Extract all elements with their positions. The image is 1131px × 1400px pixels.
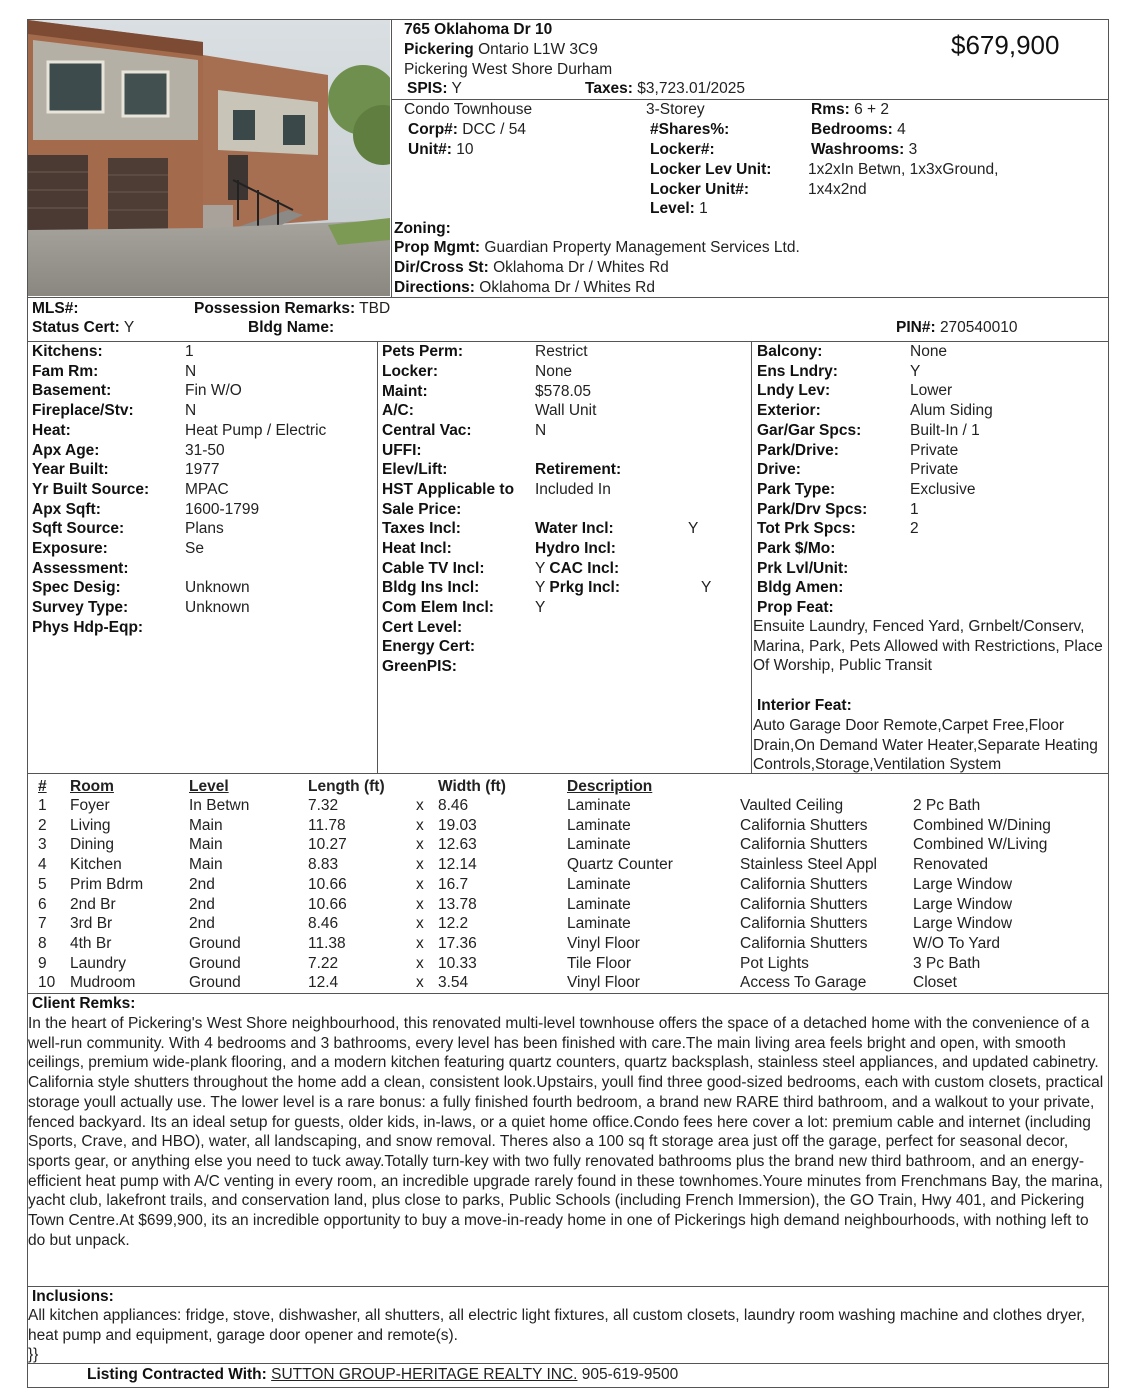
room-cell-x: x <box>416 895 424 913</box>
elev-label: Elev/Lift: <box>382 461 448 478</box>
city-rest: Ontario L1W 3C9 <box>478 41 598 58</box>
detail-label: Ens Lndry: <box>757 362 838 380</box>
spis-value: Y <box>451 80 462 97</box>
community: Pickering West Shore Durham <box>404 61 613 78</box>
room-cell-level: Main <box>189 816 223 834</box>
room-cell-d2: California Shutters <box>740 895 868 913</box>
unit <box>408 140 473 160</box>
room-cell-x: x <box>416 797 424 814</box>
room-cell-d1: Vinyl Floor <box>567 934 640 952</box>
divider <box>751 341 752 773</box>
divider <box>27 993 1109 994</box>
corp-value: DCC / 54 <box>462 121 527 138</box>
detail-label: Survey Type: <box>32 599 129 617</box>
pin <box>896 318 1018 338</box>
room-cell-d3: Closet <box>913 974 957 992</box>
spis <box>407 79 462 99</box>
dircross-label: Dir/Cross St: <box>394 259 489 276</box>
detail-label: Exposure: <box>32 540 108 557</box>
possession-label: Possession Remarks: <box>194 300 356 317</box>
room-cell-n: 2 <box>38 816 47 834</box>
room-cell-level: Ground <box>189 954 241 972</box>
room-cell-d3: Combined W/Dining <box>913 816 1051 834</box>
room-cell-d3: Large Window <box>913 875 1013 893</box>
room-cell-x: x <box>416 836 424 854</box>
directions-label: Directions: <box>394 279 475 296</box>
room-cell-n: 8 <box>38 934 47 952</box>
status-cert <box>32 318 134 338</box>
status-value: Y <box>123 319 135 336</box>
room-cell-d1: Tile Floor <box>567 954 632 972</box>
hydro-incl-label: Hydro Incl: <box>535 540 616 557</box>
property-photo <box>28 20 390 296</box>
room-cell-wid: 16.7 <box>438 875 469 893</box>
detail-label: Bldg Amen: <box>757 579 844 597</box>
room-cell-d1: Laminate <box>567 895 631 913</box>
room-cell-level: 2nd <box>189 915 215 933</box>
room-cell-room: Mudroom <box>70 974 136 992</box>
unit-value: 10 <box>456 141 474 158</box>
room-cell-wid: 17.36 <box>438 934 477 952</box>
room-cell-level: 2nd <box>189 875 215 893</box>
bldg-ins-value: Y <box>535 579 546 596</box>
detail-label: Prk Lvl/Unit: <box>757 559 849 577</box>
possession-value: TBD <box>359 300 391 317</box>
room-cell-room: Dining <box>70 836 114 854</box>
room-cell-d3: Combined W/Living <box>913 836 1048 854</box>
room-cell-len: 7.22 <box>308 954 339 972</box>
room-cell-d1: Laminate <box>567 836 631 854</box>
address-line: 765 Oklahoma Dr 10 <box>404 21 553 38</box>
room-cell-level: Ground <box>189 934 241 952</box>
room-cell-d3: Large Window <box>913 915 1013 933</box>
heat-incl-label: Heat Incl: <box>382 540 452 557</box>
greenpis-label: GreenPIS: <box>382 658 457 675</box>
detail-label: Prop Feat: <box>757 599 834 617</box>
detail-label: Tot Prk Spcs: <box>757 520 856 538</box>
washroom-detail-1: 1x2xIn Betwn, 1x3xGround, <box>808 161 999 178</box>
col-room: Room <box>70 778 114 795</box>
detail-label: Park $/Mo: <box>757 540 836 557</box>
detail-label: Drive: <box>757 461 801 479</box>
detail-value: 1600-1799 <box>185 500 260 518</box>
room-cell-d1: Laminate <box>567 875 631 893</box>
room-cell-d1: Quartz Counter <box>567 856 673 874</box>
hst-label: HST Applicable to <box>382 481 515 498</box>
detail-label: Basement: <box>32 382 112 400</box>
interior-feat-label: Interior Feat: <box>757 697 852 714</box>
cross-street <box>394 258 669 278</box>
room-cell-d1: Laminate <box>567 797 631 814</box>
room-cell-room: 3rd Br <box>70 915 113 933</box>
corp <box>408 120 526 140</box>
detail-value: Lower <box>910 382 953 400</box>
room-cell-d3: Renovated <box>913 856 988 874</box>
ac-value: Wall Unit <box>535 402 597 419</box>
room-cell-d2: California Shutters <box>740 934 868 952</box>
room-cell-room: Foyer <box>70 797 110 814</box>
room-cell-x: x <box>416 915 424 933</box>
rms-value: 6 + 2 <box>854 101 889 118</box>
inclusions-label: Inclusions: <box>32 1288 114 1305</box>
col-length: Length (ft) <box>308 778 385 795</box>
washrooms <box>811 140 917 160</box>
list-price: $679,900 <box>951 30 1060 60</box>
room-cell-room: Laundry <box>70 954 127 972</box>
detail-value: 1 <box>910 500 919 518</box>
inclusions-trailer: }} <box>28 1346 39 1363</box>
room-cell-wid: 10.33 <box>438 954 477 972</box>
detail-value: 1 <box>185 343 194 360</box>
level-label: Level: <box>650 200 695 217</box>
room-cell-wid: 12.63 <box>438 836 477 854</box>
cac-incl-label: CAC Incl: <box>549 560 620 577</box>
room-cell-n: 3 <box>38 836 47 854</box>
rooms-count <box>811 100 889 120</box>
room-cell-x: x <box>416 816 424 834</box>
col-num: # <box>38 778 47 795</box>
rms-label: Rms: <box>811 101 850 118</box>
detail-label: Park/Drive: <box>757 441 839 459</box>
room-cell-d1: Laminate <box>567 816 631 834</box>
remarks-label: Client Remks: <box>32 995 136 1012</box>
room-cell-d1: Vinyl Floor <box>567 974 640 992</box>
divider <box>377 341 378 773</box>
room-cell-wid: 8.46 <box>438 797 469 814</box>
room-cell-len: 11.38 <box>308 934 346 952</box>
detail-label: Fam Rm: <box>32 362 99 380</box>
room-cell-n: 9 <box>38 954 47 972</box>
pin-value: 270540010 <box>939 319 1018 336</box>
taxes-label: Taxes: <box>585 80 633 97</box>
bedrooms-value: 4 <box>897 121 906 138</box>
detail-value: Unknown <box>185 599 250 617</box>
detail-value: Unknown <box>185 579 250 597</box>
room-cell-d2: California Shutters <box>740 836 868 854</box>
room-cell-n: 6 <box>38 895 47 913</box>
col-level: Level <box>189 778 229 795</box>
spis-label: SPIS: <box>407 80 448 97</box>
prkg-incl-value: Y <box>701 579 712 596</box>
room-cell-level: Ground <box>189 974 241 992</box>
room-cell-n: 4 <box>38 856 47 874</box>
detail-value: None <box>910 343 948 360</box>
com-elem-value: Y <box>535 599 546 616</box>
detail-label: Fireplace/Stv: <box>32 402 134 420</box>
room-cell-len: 8.83 <box>308 856 339 874</box>
room-cell-level: Main <box>189 836 223 854</box>
detail-label: Balcony: <box>757 343 823 360</box>
room-cell-len: 12.4 <box>308 974 339 992</box>
locker-unit-label: Locker Unit#: <box>650 181 750 198</box>
room-cell-x: x <box>416 856 424 874</box>
room-cell-n: 10 <box>38 974 56 992</box>
room-cell-x: x <box>416 934 424 952</box>
room-cell-d3: 3 Pc Bath <box>913 954 981 972</box>
room-cell-len: 11.78 <box>308 816 346 834</box>
detail-label: Apx Age: <box>32 441 100 459</box>
locker-value: None <box>535 363 573 380</box>
uffi-label: UFFI: <box>382 442 422 459</box>
property-style: 3-Storey <box>646 101 705 118</box>
hst-value: Included In <box>535 481 611 498</box>
locker-lev-label: Locker Lev Unit: <box>650 161 772 178</box>
locker-label: Locker: <box>382 363 438 380</box>
detail-label: Yr Built Source: <box>32 480 150 498</box>
room-cell-x: x <box>416 954 424 972</box>
prkg-incl-label: Prkg Incl: <box>549 579 621 596</box>
inclusions-text: All kitchen appliances: fridge, stove, dishwasher, all shutters, all electric light fixtures, all custom closets, laundry room washing machine and clothes dryer, heat pump and equipment, garage door opener and remote(s). <box>28 1307 1086 1344</box>
dircross-value: Oklahoma Dr / Whites Rd <box>493 259 669 276</box>
remarks-text: In the heart of Pickering's West Shore neighbourhood, this renovated multi-level townhouse offers the space of a detached home with the convenience of a well-run community. With 4 bedrooms and 3 bathrooms, every level has been finished with care.The main living area feels bright and open, with smooth ceilings, premium wide-plank flooring, and a modern kitchen featuring quartz counters, quartz backsplash, stainless steel appliances, and updated cabinetry. California style shutters throughout the home add a clean, consistent look.Upstairs, youll find three good-sized bedrooms, each with custom closets, practical storage youll actually use. The lower level is a rare bonus: a fully finished fourth bedroom, a brand new RARE third bathroom, and a walkout to your private, fenced backyard. Its an ideal setup for guests, older kids, in-laws, or a quiet home office.Condo fees here cover a lot: premium cable and internet (including Sports, Crave, and HBO), water, all landscaping, and snow removal. Theres also a 100 sq ft storage area just off the garage, perfect for seasonal decor, sports gear, or anything else you need to tuck away.Totally turn-key with two fully renovated bathrooms plus the brand new third bathroom, and an energy-efficient heat pump with A/C venting in every room, an incredible upgrade rarely found in these townhomes.Youre minutes from Frenchmans Bay, the marina, yacht club, lakefront trails, and conservation land, plus close to parks, Public Schools (including French Immersion), the GO Train, Hwy 401, and Pickering Town Centre.At $699,900, its an incredible opportunity to buy a move-in-ready home in one of Pickerings high demand neighbourhoods, with nothing left to do but unpack. <box>28 1015 1104 1249</box>
detail-value: 31-50 <box>185 441 225 459</box>
room-cell-d2: Vaulted Ceiling <box>740 797 844 814</box>
room-cell-level: 2nd <box>189 895 215 913</box>
bedrooms <box>811 120 906 140</box>
divider <box>391 19 392 298</box>
detail-value: Built-In / 1 <box>910 421 980 439</box>
washroom-detail-2: 1x4x2nd <box>808 181 867 198</box>
status-label: Status Cert: <box>32 319 120 336</box>
washrooms-label: Washrooms: <box>811 141 905 158</box>
prop-mgmt <box>394 238 800 258</box>
detail-label: Spec Desig: <box>32 579 121 597</box>
propmgmt-label: Prop Mgmt: <box>394 239 481 256</box>
room-cell-d2: California Shutters <box>740 915 868 933</box>
detail-label: Lndy Lev: <box>757 382 831 400</box>
contracted-label: Listing Contracted With: <box>87 1366 267 1383</box>
com-elem-label: Com Elem Incl: <box>382 599 494 616</box>
retirement-label: Retirement: <box>535 461 622 478</box>
listing-contracted <box>87 1365 678 1385</box>
detail-label: Apx Sqft: <box>32 500 101 518</box>
detail-value: Fin W/O <box>185 382 242 400</box>
detail-label: Year Built: <box>32 461 109 479</box>
unit-label: Unit#: <box>408 141 452 158</box>
room-cell-wid: 19.03 <box>438 816 477 834</box>
detail-value: N <box>185 402 197 420</box>
detail-label: Gar/Gar Spcs: <box>757 421 862 439</box>
property-type: Condo Townhouse <box>404 101 533 118</box>
level <box>650 199 708 219</box>
detail-label: Phys Hdp-Eqp: <box>32 618 144 636</box>
divider <box>27 1363 1109 1364</box>
detail-value: Alum Siding <box>910 402 993 420</box>
prop-feat-text: Ensuite Laundry, Fenced Yard, Grnbelt/Conserv, Marina, Park, Pets Allowed with Restrictions, Place Of Worship, Public Transit <box>753 618 1103 675</box>
cable-incl-value: Y <box>535 560 546 577</box>
city-label: Pickering <box>404 41 474 58</box>
taxes <box>585 79 745 99</box>
detail-value: Exclusive <box>910 480 976 498</box>
room-cell-d3: W/O To Yard <box>913 934 1001 952</box>
propmgmt-value: Guardian Property Management Services Ltd. <box>484 239 800 256</box>
room-cell-wid: 13.78 <box>438 895 477 913</box>
brokerage-link[interactable]: SUTTON GROUP-HERITAGE REALTY INC. <box>271 1366 578 1383</box>
maint-value: $578.05 <box>535 383 592 400</box>
room-cell-n: 5 <box>38 875 47 893</box>
shares-label: #Shares%: <box>650 121 730 138</box>
room-cell-len: 7.32 <box>308 797 339 814</box>
detail-value: Se <box>185 540 204 557</box>
room-cell-d2: California Shutters <box>740 875 868 893</box>
energy-cert-label: Energy Cert: <box>382 638 476 655</box>
detail-value: Y <box>910 362 921 380</box>
col-width: Width (ft) <box>438 778 506 795</box>
pets-value: Restrict <box>535 343 588 360</box>
central-vac-value: N <box>535 422 547 439</box>
room-cell-wid: 12.14 <box>438 856 477 874</box>
interior-feat-text: Auto Garage Door Remote,Carpet Free,Floor Drain,On Demand Water Heater,Separate Heating Controls,Storage,Ventilation System <box>753 717 1098 774</box>
detail-value: Heat Pump / Electric <box>185 421 327 439</box>
detail-label: Park/Drv Spcs: <box>757 500 868 518</box>
city-line <box>404 40 598 60</box>
bedrooms-label: Bedrooms: <box>811 121 893 138</box>
room-cell-d2: Stainless Steel Appl <box>740 856 878 874</box>
detail-value: Private <box>910 441 959 459</box>
taxes-value: $3,723.01/2025 <box>637 80 746 97</box>
detail-value: 2 <box>910 520 919 538</box>
detail-value: MPAC <box>185 480 229 498</box>
detail-label: Park Type: <box>757 480 836 498</box>
central-vac-label: Central Vac: <box>382 422 472 439</box>
cable-cac <box>535 559 619 579</box>
detail-label: Exterior: <box>757 402 821 420</box>
room-cell-level: Main <box>189 856 223 874</box>
room-cell-len: 8.46 <box>308 915 339 933</box>
water-incl-value: Y <box>688 520 699 537</box>
detail-value: N <box>185 362 197 380</box>
pets-label: Pets Perm: <box>382 343 463 360</box>
water-incl-label: Water Incl: <box>535 520 614 537</box>
room-cell-room: Kitchen <box>70 856 122 874</box>
ac-label: A/C: <box>382 402 414 419</box>
bldg-ins-label: Bldg Ins Incl: <box>382 579 480 596</box>
bldgins-prkg <box>535 578 620 598</box>
room-cell-len: 10.66 <box>308 895 347 913</box>
locker-num-label: Locker#: <box>650 141 715 158</box>
pin-label: PIN#: <box>896 319 936 336</box>
room-cell-room: 4th Br <box>70 934 112 952</box>
room-cell-n: 1 <box>38 797 47 814</box>
level-value: 1 <box>699 200 708 217</box>
maint-label: Maint: <box>382 383 428 400</box>
room-cell-d2: California Shutters <box>740 816 868 834</box>
brokerage-phone: 905-619-9500 <box>581 1366 679 1383</box>
cable-incl-label: Cable TV Incl: <box>382 560 485 577</box>
room-cell-d3: Large Window <box>913 895 1013 913</box>
zoning-label: Zoning: <box>394 220 451 237</box>
room-cell-room: Prim Bdrm <box>70 875 144 893</box>
sale-price-label: Sale Price: <box>382 501 462 518</box>
room-cell-d2: Access To Garage <box>740 974 867 992</box>
room-cell-wid: 12.2 <box>438 915 469 933</box>
room-cell-level: In Betwn <box>189 797 250 814</box>
room-cell-d2: Pot Lights <box>740 954 809 972</box>
possession <box>194 299 390 319</box>
room-cell-x: x <box>416 875 424 893</box>
room-cell-len: 10.27 <box>308 836 347 854</box>
room-cell-n: 7 <box>38 915 47 933</box>
bldg-name-label: Bldg Name: <box>248 319 335 336</box>
room-cell-x: x <box>416 974 424 992</box>
cert-level-label: Cert Level: <box>382 619 463 636</box>
taxes-incl-label: Taxes Incl: <box>382 520 461 537</box>
room-cell-wid: 3.54 <box>438 974 469 992</box>
room-cell-room: Living <box>70 816 111 834</box>
detail-label: Sqft Source: <box>32 520 125 538</box>
detail-label: Heat: <box>32 421 71 439</box>
corp-label: Corp#: <box>408 121 458 138</box>
directions <box>394 278 655 298</box>
detail-value: Private <box>910 461 959 479</box>
detail-value: Plans <box>185 520 224 538</box>
room-cell-len: 10.66 <box>308 875 347 893</box>
room-cell-room: 2nd Br <box>70 895 116 913</box>
directions-value: Oklahoma Dr / Whites Rd <box>479 279 655 296</box>
detail-label: Assessment: <box>32 559 129 577</box>
divider <box>27 1286 1109 1287</box>
washrooms-value: 3 <box>908 141 918 158</box>
room-cell-d1: Laminate <box>567 915 631 933</box>
detail-value: 1977 <box>185 461 220 479</box>
room-cell-d3: 2 Pc Bath <box>913 797 981 814</box>
mls-label: MLS#: <box>32 300 79 317</box>
detail-label: Kitchens: <box>32 343 103 360</box>
col-description: Description <box>567 778 653 795</box>
